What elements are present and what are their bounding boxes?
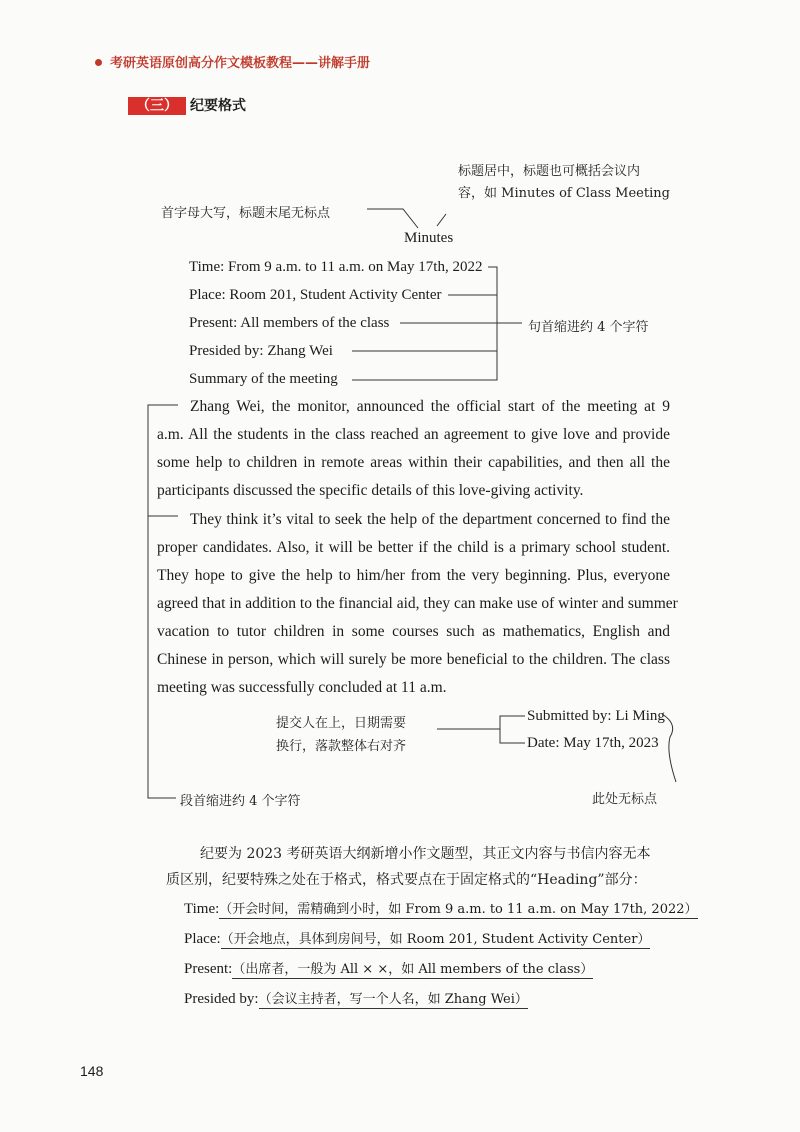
bullet-icon xyxy=(95,59,102,66)
item-text: （会议主持者，写一个人名，如 Zhang Wei） xyxy=(258,992,528,1007)
explain-item-presided xyxy=(184,988,528,1008)
p2-line-7: meeting was successfully concluded at 11 a.m. xyxy=(157,679,447,696)
note-no-punct: 此处无标点 xyxy=(592,792,658,807)
note-title-center: 标题居中，标题也可概括会议内 xyxy=(458,164,641,179)
p1-line-4: participants discussed the specific details of this love-giving activity. xyxy=(157,482,584,499)
item-label: Presided by: xyxy=(184,991,259,1007)
p1-line-2: a.m. All the students in the class reached an agreement to give love and provide xyxy=(157,426,670,443)
item-text: （开会时间，需精确到小时，如 From 9 a.m. to 11 a.m. on May 17th, 2022） xyxy=(219,902,698,917)
page-number: 148 xyxy=(80,1063,104,1079)
note-capitalize: 首字母大写，标题末尾无标点 xyxy=(161,206,331,221)
explain-line-1: 纪要为 2023 考研英语大纲新增小作文题型，其正文内容与书信内容无本 xyxy=(200,846,651,862)
heading-place: Place: Room 201, Student Activity Center xyxy=(189,287,442,303)
heading-present: Present: All members of the class xyxy=(189,315,390,331)
section-title: 纪要格式 xyxy=(190,98,246,114)
explain-item-time xyxy=(184,898,698,918)
signoff-date: Date: May 17th, 2023 xyxy=(527,735,659,751)
note-para-indent: 段首缩进约 4 个字符 xyxy=(180,794,301,809)
item-label: Time: xyxy=(184,901,220,917)
heading-presided: Presided by: Zhang Wei xyxy=(189,343,333,359)
note-submitter-2: 换行，落款整体右对齐 xyxy=(276,739,407,754)
running-header xyxy=(95,52,370,71)
item-text: （出席者，一般为 All × ×，如 All members of the class） xyxy=(232,962,594,977)
p2-line-2: proper candidates. Also, it will be better if the child is a primary school student. xyxy=(157,539,670,556)
p2-line-5: vacation to tutor children in some courses such as mathematics, English and xyxy=(157,623,670,640)
p2-line-3: They hope to give the help to him/her from the very beginning. Plus, everyone xyxy=(157,567,670,584)
heading-time: Time: From 9 a.m. to 11 a.m. on May 17th, 2022 xyxy=(189,259,483,275)
signoff-submitted: Submitted by: Li Ming xyxy=(527,708,665,724)
explain-line-2: 质区别，纪要特殊之处在于格式，格式要点在于固定格式的“Heading”部分： xyxy=(166,872,647,888)
heading-summary: Summary of the meeting xyxy=(189,371,338,387)
header-title: 考研英语原创高分作文模板教程——讲解手册 xyxy=(110,56,371,71)
item-label: Present: xyxy=(184,961,233,977)
item-label: Place: xyxy=(184,931,221,947)
section-number: （三） xyxy=(128,97,186,115)
p2-line-1: They think it’s vital to seek the help of the department concerned to find the xyxy=(190,511,670,528)
p2-line-4: agreed that in addition to the financial aid, they can make use of winter and summer xyxy=(157,595,678,612)
p2-line-6: Chinese in person, which will surely be more beneficial to the children. The class xyxy=(157,651,670,668)
memo-title: Minutes xyxy=(404,230,454,246)
note-indent-heading: 句首缩进约 4 个字符 xyxy=(528,320,649,335)
explain-item-present xyxy=(184,958,593,978)
section-heading xyxy=(128,95,246,115)
explain-item-place xyxy=(184,928,650,948)
item-text: （开会地点，具体到房间号，如 Room 201, Student Activity Center） xyxy=(220,932,651,947)
p1-line-3: some help to children in remote areas within their capabilities, and then all the xyxy=(157,454,670,471)
note-title-center-2: 容，如 Minutes of Class Meeting xyxy=(458,186,670,201)
p1-line-1: Zhang Wei, the monitor, announced the official start of the meeting at 9 xyxy=(190,398,670,415)
note-submitter: 提交人在上，日期需要 xyxy=(276,716,407,731)
